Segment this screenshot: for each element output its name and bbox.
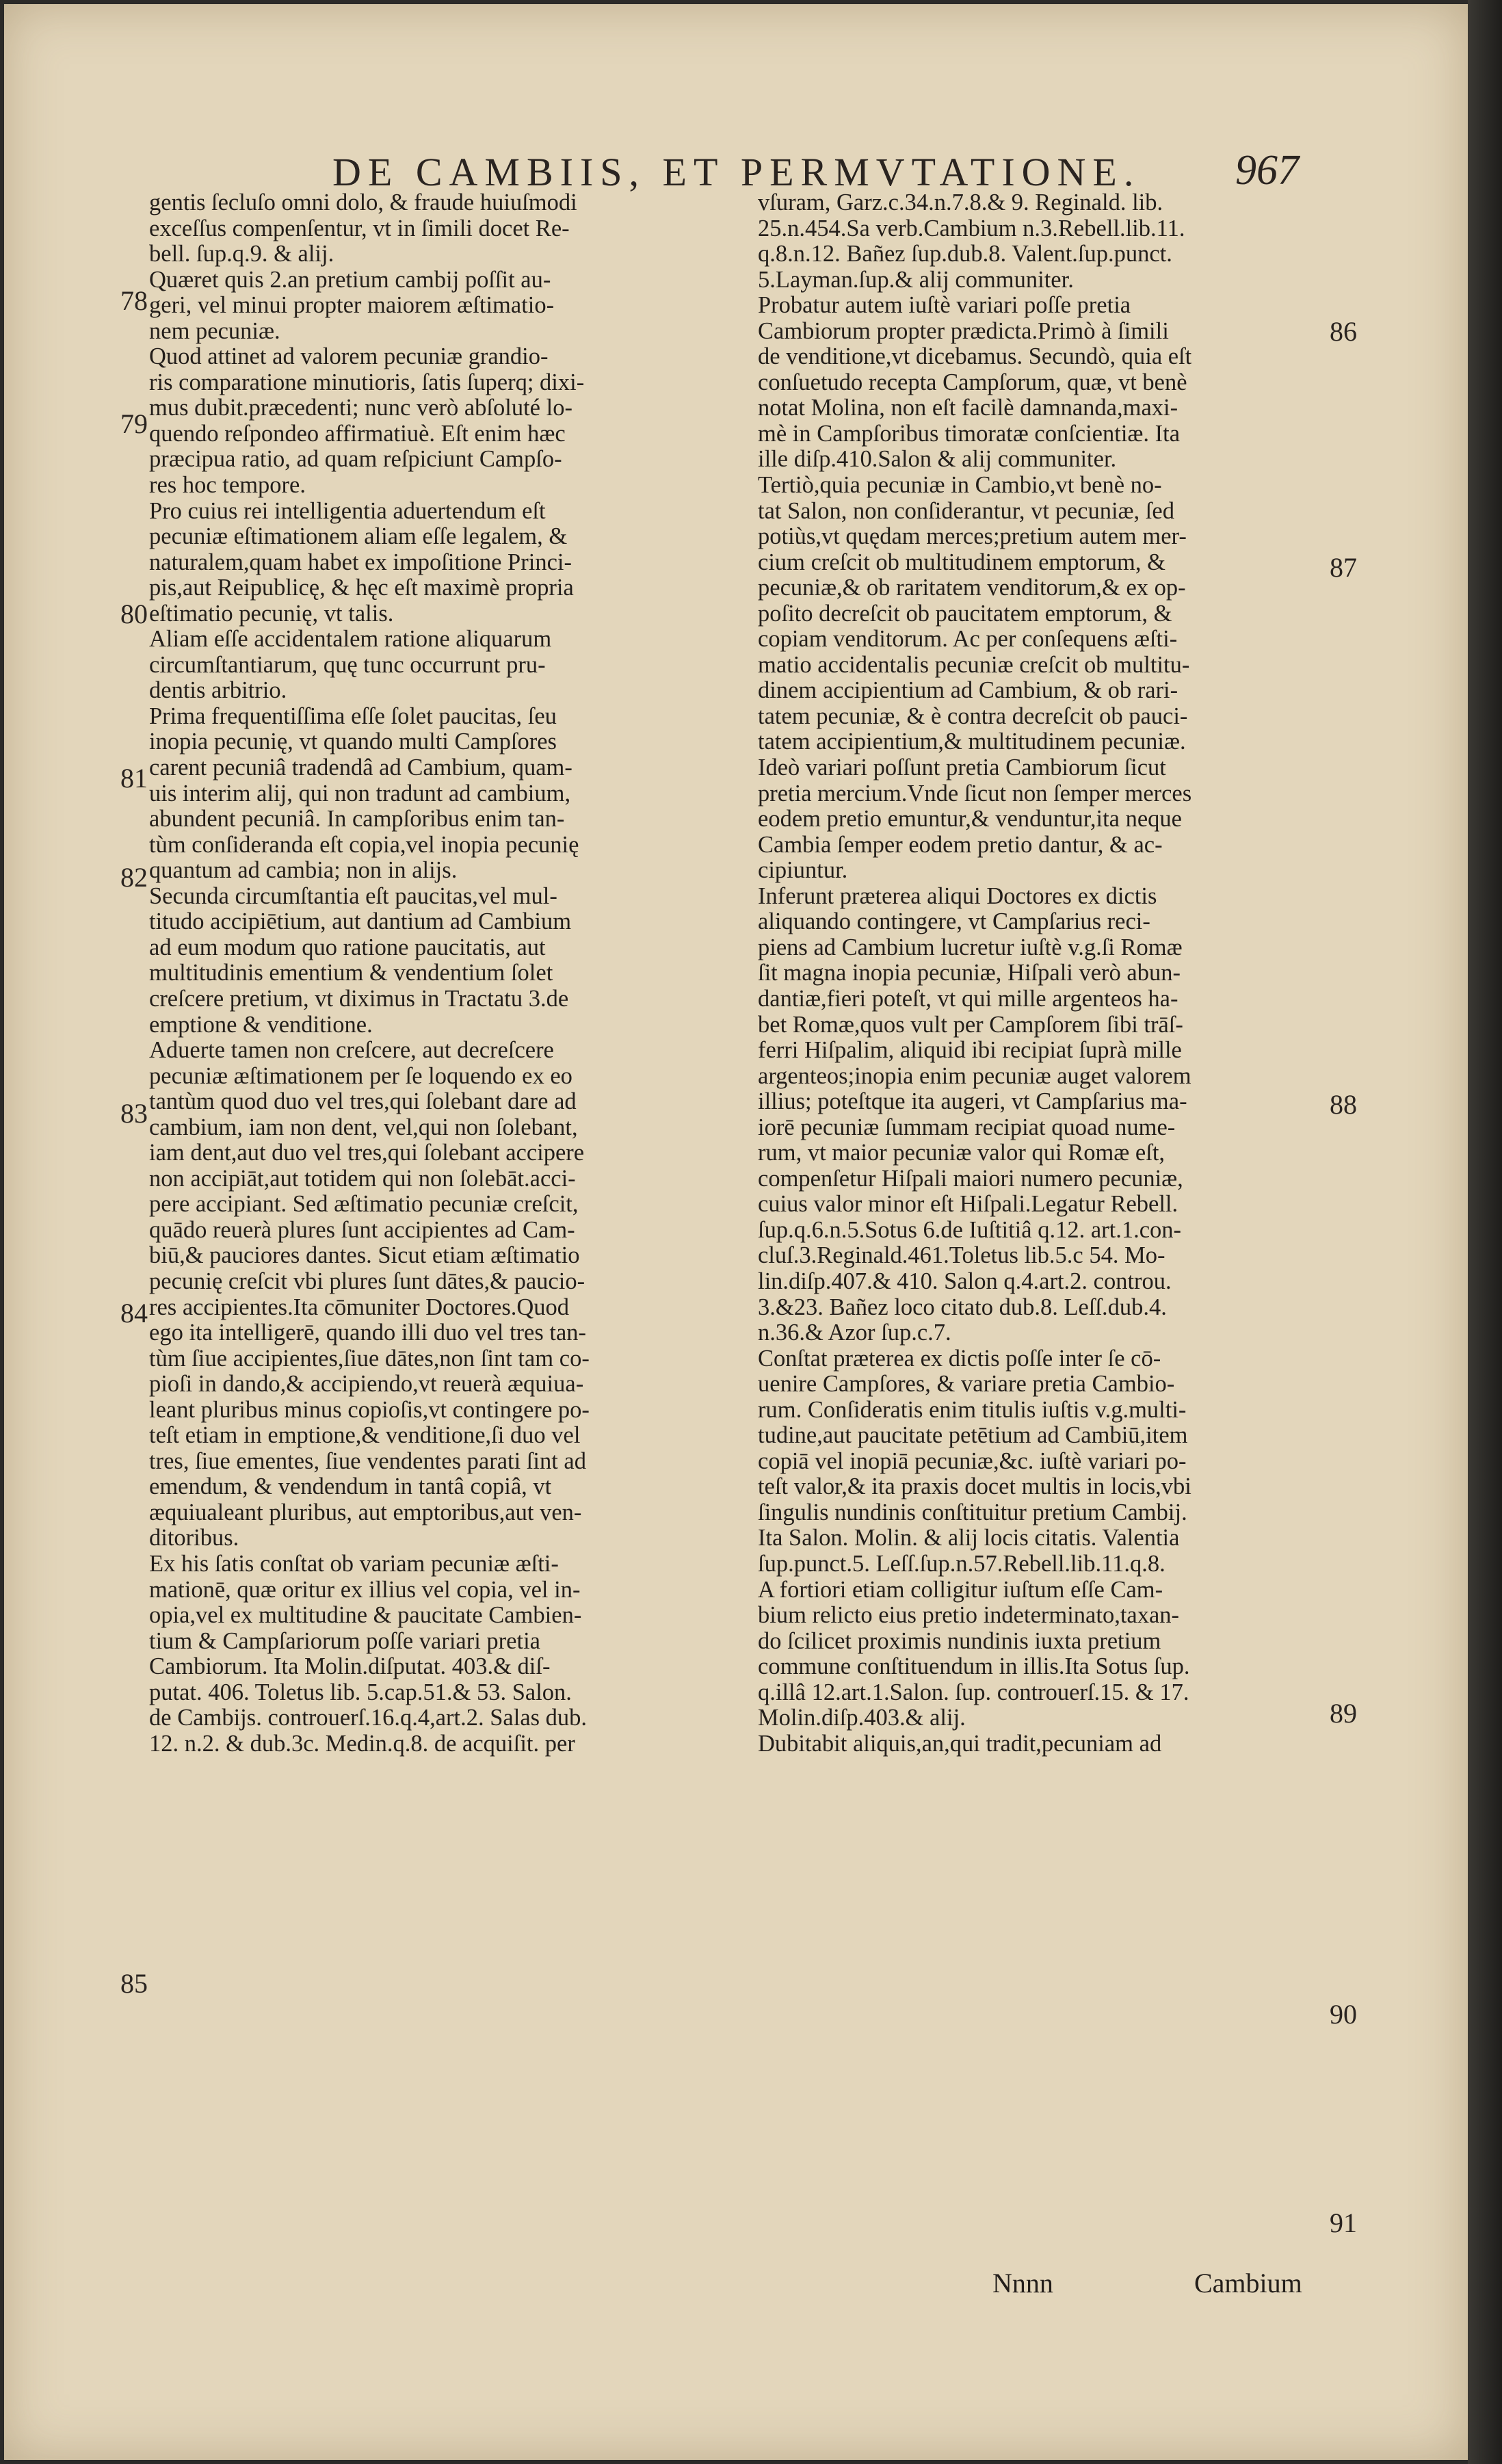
margin-number: 78 <box>120 285 148 316</box>
text-line: Quod attinet ad valorem pecuniæ grandio- <box>149 344 549 370</box>
margin-number: 79 <box>120 408 148 439</box>
text-line: eodem pretio emuntur,& venduntur,ita neque <box>758 807 1182 833</box>
text-line: ſit magna inopia pecuniæ, Hiſpali verò abun- <box>758 960 1181 986</box>
text-line: 25.n.454.Sa verb.Cambium n.3.Rebell.lib.11. <box>758 215 1185 241</box>
text-line: ſingulis nundinis conſtituitur pretium Cambij. <box>758 1499 1187 1525</box>
text-line: Inferunt præterea aliqui Doctores ex dictis <box>758 883 1157 909</box>
text-line: leant pluribus minus copioſis,vt contingere po- <box>149 1397 590 1423</box>
text-line: æquiualeant pluribus, aut emptoribus,aut ven- <box>149 1499 582 1525</box>
text-line: multitudinis ementium & vendentium ſolet <box>149 960 553 986</box>
right-text-column <box>758 190 1332 1757</box>
margin-number: 83 <box>120 1098 148 1129</box>
text-line: de venditione,vt dicebamus. Secundò, quia eſt <box>758 344 1192 370</box>
margin-number: 81 <box>120 763 148 794</box>
text-line: ſup.punct.5. Leſſ.ſup.n.57.Rebell.lib.11.q.8. <box>758 1551 1165 1577</box>
text-line: bium relicto eius pretio indeterminato,taxan- <box>758 1603 1180 1629</box>
text-line: pecuniæ eſtimationem aliam eſſe legalem, & <box>149 524 568 550</box>
text-line: tatem pecuniæ, & è contra decreſcit ob pauci- <box>758 703 1188 729</box>
text-line: Secunda circumſtantia eſt paucitas,vel mul- <box>149 883 557 909</box>
text-line: pioſi in dando,& accipiendo,vt reuerà æquiua- <box>149 1372 584 1398</box>
text-line: pretia mercium.Vnde ſicut non ſemper merces <box>758 781 1192 807</box>
margin-number: 86 <box>1330 316 1357 347</box>
text-line: notat Molina, non eſt facilè damnanda,maxi- <box>758 395 1178 421</box>
text-line: rum, vt maior pecuniæ valor qui Romæ eſt, <box>758 1140 1165 1166</box>
text-line: tùm conſideranda eſt copia,vel inopia pecunię <box>149 832 579 858</box>
text-line: lin.diſp.407.& 410. Salon q.4.art.2. controu. <box>758 1268 1172 1294</box>
text-line: Cambia ſemper eodem pretio dantur, & ac- <box>758 832 1163 858</box>
text-line: mus dubit.præcedenti; nunc verò abſoluté lo- <box>149 395 572 421</box>
text-line: conſuetudo recepta Campſorum, quæ, vt benè <box>758 369 1187 395</box>
text-line: Dubitabit aliquis,an,qui tradit,pecuniam ad <box>758 1731 1162 1757</box>
text-line: dentis arbitrio. <box>149 678 287 704</box>
text-line: q.illâ 12.art.1.Salon. ſup. controuerſ.15. & 17. <box>758 1679 1189 1705</box>
text-line: n.36.& Azor ſup.c.7. <box>758 1320 951 1346</box>
text-line: pecuniæ æſtimationem per ſe loquendo ex eo <box>149 1063 572 1089</box>
text-line: cluſ.3.Reginald.461.Toletus lib.5.c 54. Mo- <box>758 1243 1165 1269</box>
text-line: creſcere pretium, vt diximus in Tractatu 3.de <box>149 986 569 1012</box>
text-line: cambium, iam non dent, vel,qui non ſolebant, <box>149 1114 578 1140</box>
text-line: eſtimatio pecunię, vt talis. <box>149 601 394 627</box>
text-line: q.8.n.12. Bañez ſup.dub.8. Valent.ſup.punct. <box>758 241 1172 267</box>
text-line: cipiuntur. <box>758 858 848 884</box>
text-line: biū,& pauciores dantes. Sicut etiam æſtimatio <box>149 1243 580 1269</box>
text-line: Cambiorum propter prædicta.Primò à ſimili <box>758 318 1169 344</box>
book-edge <box>1468 0 1502 2464</box>
text-line: Cambiorum. Ita Molin.diſputat. 403.& diſ- <box>149 1654 551 1680</box>
text-line: dantiæ,fieri poteſt, vt qui mille argenteos ha- <box>758 986 1178 1012</box>
text-line: iorē pecuniæ ſummam recipiat quoad nume- <box>758 1114 1176 1140</box>
margin-number: 87 <box>1330 552 1357 583</box>
text-line: piens ad Cambium lucretur iuſtè v.g.ſi Romæ <box>758 934 1183 960</box>
margin-number: 91 <box>1330 2207 1357 2238</box>
text-line: gentis ſecluſo omni dolo, & fraude huiuſmodi <box>149 190 577 215</box>
text-line: dinem accipientium ad Cambium, & ob rari- <box>758 678 1178 704</box>
text-line: Aduerte tamen non creſcere, aut decreſcere <box>149 1038 554 1064</box>
text-line: titudo accipiētium, aut dantium ad Cambium <box>149 909 572 935</box>
text-line: pecunię creſcit vbi plures ſunt dātes,& paucio- <box>149 1268 585 1294</box>
text-line: emendum, & vendendum in tantâ copiâ, vt <box>149 1474 552 1500</box>
text-line: Conſtat præterea ex dictis poſſe inter ſe cō- <box>758 1346 1161 1372</box>
text-line: teſt etiam in emptione,& venditione,ſi duo vel <box>149 1423 581 1449</box>
text-line: Ex his ſatis conſtat ob variam pecuniæ æſti- <box>149 1551 559 1577</box>
text-line: Prima frequentiſſima eſſe ſolet paucitas, ſeu <box>149 703 557 729</box>
text-line: uenire Campſores, & variare pretia Cambio- <box>758 1372 1175 1398</box>
text-line: commune conſtituendum in illis.Ita Sotus ſup. <box>758 1654 1190 1680</box>
catchword: Cambium <box>1194 2268 1302 2298</box>
text-line: iam dent,aut duo vel tres,qui ſolebant accipere <box>149 1140 585 1166</box>
text-line: carent pecuniâ tradendâ ad Cambium, quam- <box>149 755 572 781</box>
text-line: rum. Conſideratis enim titulis iuſtis v.g.multi- <box>758 1397 1187 1423</box>
text-line: tres, ſiue ementes, ſiue vendentes parati ſint ad <box>149 1448 586 1474</box>
text-line: abundent pecuniâ. In campſoribus enim tan- <box>149 807 565 833</box>
text-line: ad eum modum quo ratione paucitatis, aut <box>149 934 546 960</box>
text-line: mationē, quæ oritur ex illius vel copia, vel in- <box>149 1577 581 1603</box>
text-line: quantum ad cambia; non in alijs. <box>149 858 458 884</box>
text-line: quādo reuerà plures ſunt accipientes ad Cam- <box>149 1217 575 1243</box>
text-line: argenteos;inopia enim pecuniæ auget valorem <box>758 1063 1191 1089</box>
text-line: pis,aut Reipublicę, & hęc eſt maximè propria <box>149 575 574 601</box>
text-line: Ideò variari poſſunt pretia Cambiorum ſicut <box>758 755 1166 781</box>
margin-number: 85 <box>120 1968 148 1999</box>
running-title: DE CAMBIIS, ET PERMVTATIONE. <box>332 150 1141 194</box>
text-line: præcipua ratio, ad quam reſpiciunt Campſo- <box>149 447 562 473</box>
margin-number: 82 <box>120 862 148 893</box>
text-line: tatem accipientium,& multitudinem pecuniæ. <box>758 729 1186 755</box>
text-line: nem pecuniæ. <box>149 318 280 344</box>
text-line: copiā vel inopiā pecuniæ,&c. iuſtè variari po- <box>758 1448 1187 1474</box>
text-line: aliquando contingere, vt Campſarius reci- <box>758 909 1150 935</box>
text-line: ferri Hiſpalim, aliquid ibi recipiat ſuprà mille <box>758 1038 1182 1064</box>
text-line: cium creſcit ob multitudinem emptorum, & <box>758 549 1165 575</box>
text-line: mè in Campſoribus timoratæ conſcientiæ. Ita <box>758 421 1181 447</box>
text-line: Tertiò,quia pecuniæ in Cambio,vt benè no- <box>758 473 1162 499</box>
text-line: tium & Campſariorum poſſe variari pretia <box>149 1628 540 1654</box>
page-number: 967 <box>1235 147 1299 194</box>
text-line: ris comparatione minutioris, ſatis ſuperq; dixi- <box>149 369 585 395</box>
text-line: Molin.diſp.403.& alij. <box>758 1705 966 1731</box>
text-line: 12. n.2. & dub.3c. Medin.q.8. de acquiſit. per <box>149 1731 575 1757</box>
text-line: Pro cuius rei intelligentia aduertendum eſt <box>149 498 546 524</box>
text-line: vſuram, Garz.c.34.n.7.8.& 9. Reginald. lib. <box>758 190 1163 215</box>
text-line: uis interim alij, qui non tradunt ad cambium, <box>149 781 571 807</box>
text-line: copiam venditorum. Ac per conſequens æſti- <box>758 627 1178 653</box>
text-line: tùm ſiue accipientes,ſiue dātes,non ſint tam co- <box>149 1346 590 1372</box>
text-line: 5.Layman.ſup.& alij communiter. <box>758 267 1074 293</box>
text-line: compenſetur Hiſpali maiori numero pecuniæ, <box>758 1166 1183 1192</box>
text-line: emptione & venditione. <box>149 1012 373 1038</box>
text-line: geri, vel minui propter maiorem æſtimatio- <box>149 293 555 319</box>
text-line: do ſcilicet proximis nundinis iuxta pretium <box>758 1628 1161 1654</box>
text-line: illius; poteſtque ita augeri, vt Campſarius ma- <box>758 1089 1187 1115</box>
book-page <box>4 4 1468 2460</box>
text-line: exceſſus compenſentur, vt in ſimili docet Re- <box>149 215 570 241</box>
text-line: quendo reſpondeo affirmatiuè. Eſt enim hæc <box>149 421 566 447</box>
text-line: ego ita intelligerē, quando illi duo vel tres tan- <box>149 1320 587 1346</box>
text-line: de Cambijs. controuerſ.16.q.4,art.2. Salas dub. <box>149 1705 588 1731</box>
text-line: tudine,aut paucitate petētium ad Cambiū,item <box>758 1423 1188 1449</box>
text-line: Aliam eſſe accidentalem ratione aliquarum <box>149 627 552 653</box>
margin-number: 90 <box>1330 1999 1357 2030</box>
text-line: tat Salon, non conſiderantur, vt pecuniæ, ſed <box>758 498 1174 524</box>
text-line: tantùm quod duo vel tres,qui ſolebant dare ad <box>149 1089 577 1115</box>
margin-number: 89 <box>1330 1698 1357 1729</box>
text-line: Quæret quis 2.an pretium cambij poſſit au- <box>149 267 551 293</box>
signature-mark: Nnnn <box>992 2268 1053 2298</box>
text-line: putat. 406. Toletus lib. 5.cap.51.& 53. Salon. <box>149 1679 572 1705</box>
text-line: res accipientes.Ita cōmuniter Doctores.Quod <box>149 1294 570 1320</box>
text-line: naturalem,quam habet ex impoſitione Princi- <box>149 549 572 575</box>
text-line: Probatur autem iuſtè variari poſſe pretia <box>758 293 1131 319</box>
margin-number: 84 <box>120 1298 148 1328</box>
text-line: poſito decreſcit ob paucitatem emptorum, & <box>758 601 1172 627</box>
text-line: circumſtantiarum, quę tunc occurrunt pru- <box>149 652 546 678</box>
text-line: potiùs,vt quędam merces;pretium autem mer- <box>758 524 1187 550</box>
text-line: inopia pecunię, vt quando multi Campſores <box>149 729 557 755</box>
text-line: ſup.q.6.n.5.Sotus 6.de Iuſtitiâ q.12. art.1.con- <box>758 1217 1182 1243</box>
text-line: opia,vel ex multitudine & paucitate Cambien- <box>149 1603 582 1629</box>
text-line: Ita Salon. Molin. & alij locis citatis. Valentia <box>758 1525 1180 1551</box>
text-line: matio accidentalis pecuniæ creſcit ob multitu- <box>758 652 1190 678</box>
text-line: non accipiāt,aut totidem qui non ſolebāt.acci- <box>149 1166 576 1192</box>
text-line: ille diſp.410.Salon & alij communiter. <box>758 447 1117 473</box>
text-line: ditoribus. <box>149 1525 239 1551</box>
text-line: pere accipiant. Sed æſtimatio pecuniæ creſcit, <box>149 1192 579 1218</box>
margin-number: 80 <box>120 599 148 629</box>
left-text-column <box>149 190 724 1757</box>
text-line: cuius valor minor eſt Hiſpali.Legatur Rebell. <box>758 1192 1178 1218</box>
margin-number: 88 <box>1330 1089 1357 1120</box>
text-line: A fortiori etiam colligitur iuſtum eſſe Cam- <box>758 1577 1163 1603</box>
text-line: res hoc tempore. <box>149 473 306 499</box>
text-line: pecuniæ,& ob raritatem venditorum,& ex op- <box>758 575 1186 601</box>
text-line: bell. ſup.q.9. & alij. <box>149 241 334 267</box>
text-line: bet Romæ,quos vult per Campſorem ſibi trāſ- <box>758 1012 1183 1038</box>
text-line: teſt valor,& ita praxis docet multis in locis,vbi <box>758 1474 1191 1500</box>
text-line: 3.&23. Bañez loco citato dub.8. Leſſ.dub.4. <box>758 1294 1167 1320</box>
